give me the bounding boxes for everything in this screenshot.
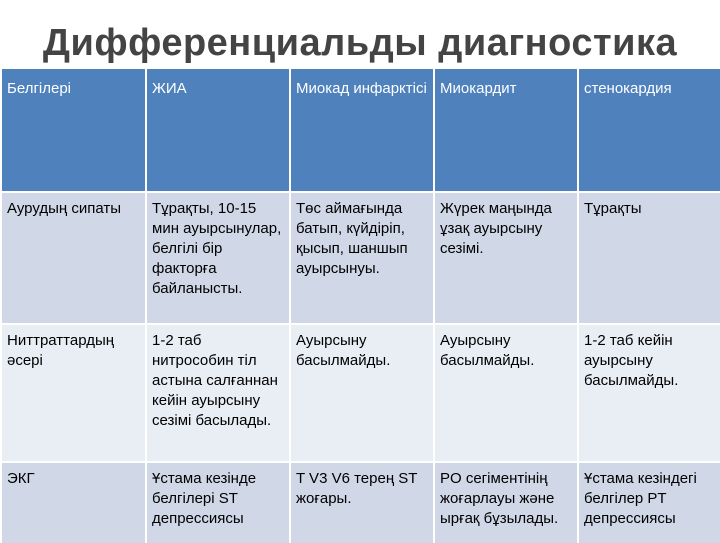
table-cell: Тұрақты, 10-15 мин ауырсынулар, белгілі бір факторға байланысты. xyxy=(146,192,290,324)
header-cell: Миокардит xyxy=(434,69,578,192)
header-cell: Миокад инфарктісі xyxy=(290,69,434,192)
table-cell: Ұстама кезіндегі белгілер PT депрессиясы xyxy=(578,462,720,543)
header-cell: Белгілері xyxy=(1,69,146,192)
table-cell: Аурудың сипаты xyxy=(1,192,146,324)
page-title: Дифференциальды диагностика xyxy=(42,22,678,64)
table-cell: Тұрақты xyxy=(578,192,720,324)
table-cell: 1-2 таб кейін ауырсыну басылмайды. xyxy=(578,324,720,462)
table-row xyxy=(1,462,720,543)
table-cell: T V3 V6 терең ST жоғары. xyxy=(290,462,434,543)
header-cell: ЖИА xyxy=(146,69,290,192)
table-cell: Жүрек маңында ұзақ ауырсыну сезімі. xyxy=(434,192,578,324)
header-cell: стенокардия xyxy=(578,69,720,192)
table-cell: Ұстама кезінде белгілері ST депрессиясы xyxy=(146,462,290,543)
table-row xyxy=(1,324,720,462)
table-row xyxy=(1,192,720,324)
table-cell: ЭКГ xyxy=(1,462,146,543)
table-cell: PO сегіментінің жоғарлауы және ырғақ бұзылады. xyxy=(434,462,578,543)
table-cell: Ниттраттардың әсері xyxy=(1,324,146,462)
table-cell: 1-2 таб нитрособин тіл астына салғаннан кейін ауырсыну сезімі басылады. xyxy=(146,324,290,462)
table-cell: Төс аймағында батып, күйдіріп, қысып, шаншып ауырсынуы. xyxy=(290,192,434,324)
differential-diagnosis-table xyxy=(0,69,720,543)
table-header-row xyxy=(1,69,720,192)
table-cell: Ауырсыну басылмайды. xyxy=(434,324,578,462)
table-cell: Ауырсыну басылмайды. xyxy=(290,324,434,462)
